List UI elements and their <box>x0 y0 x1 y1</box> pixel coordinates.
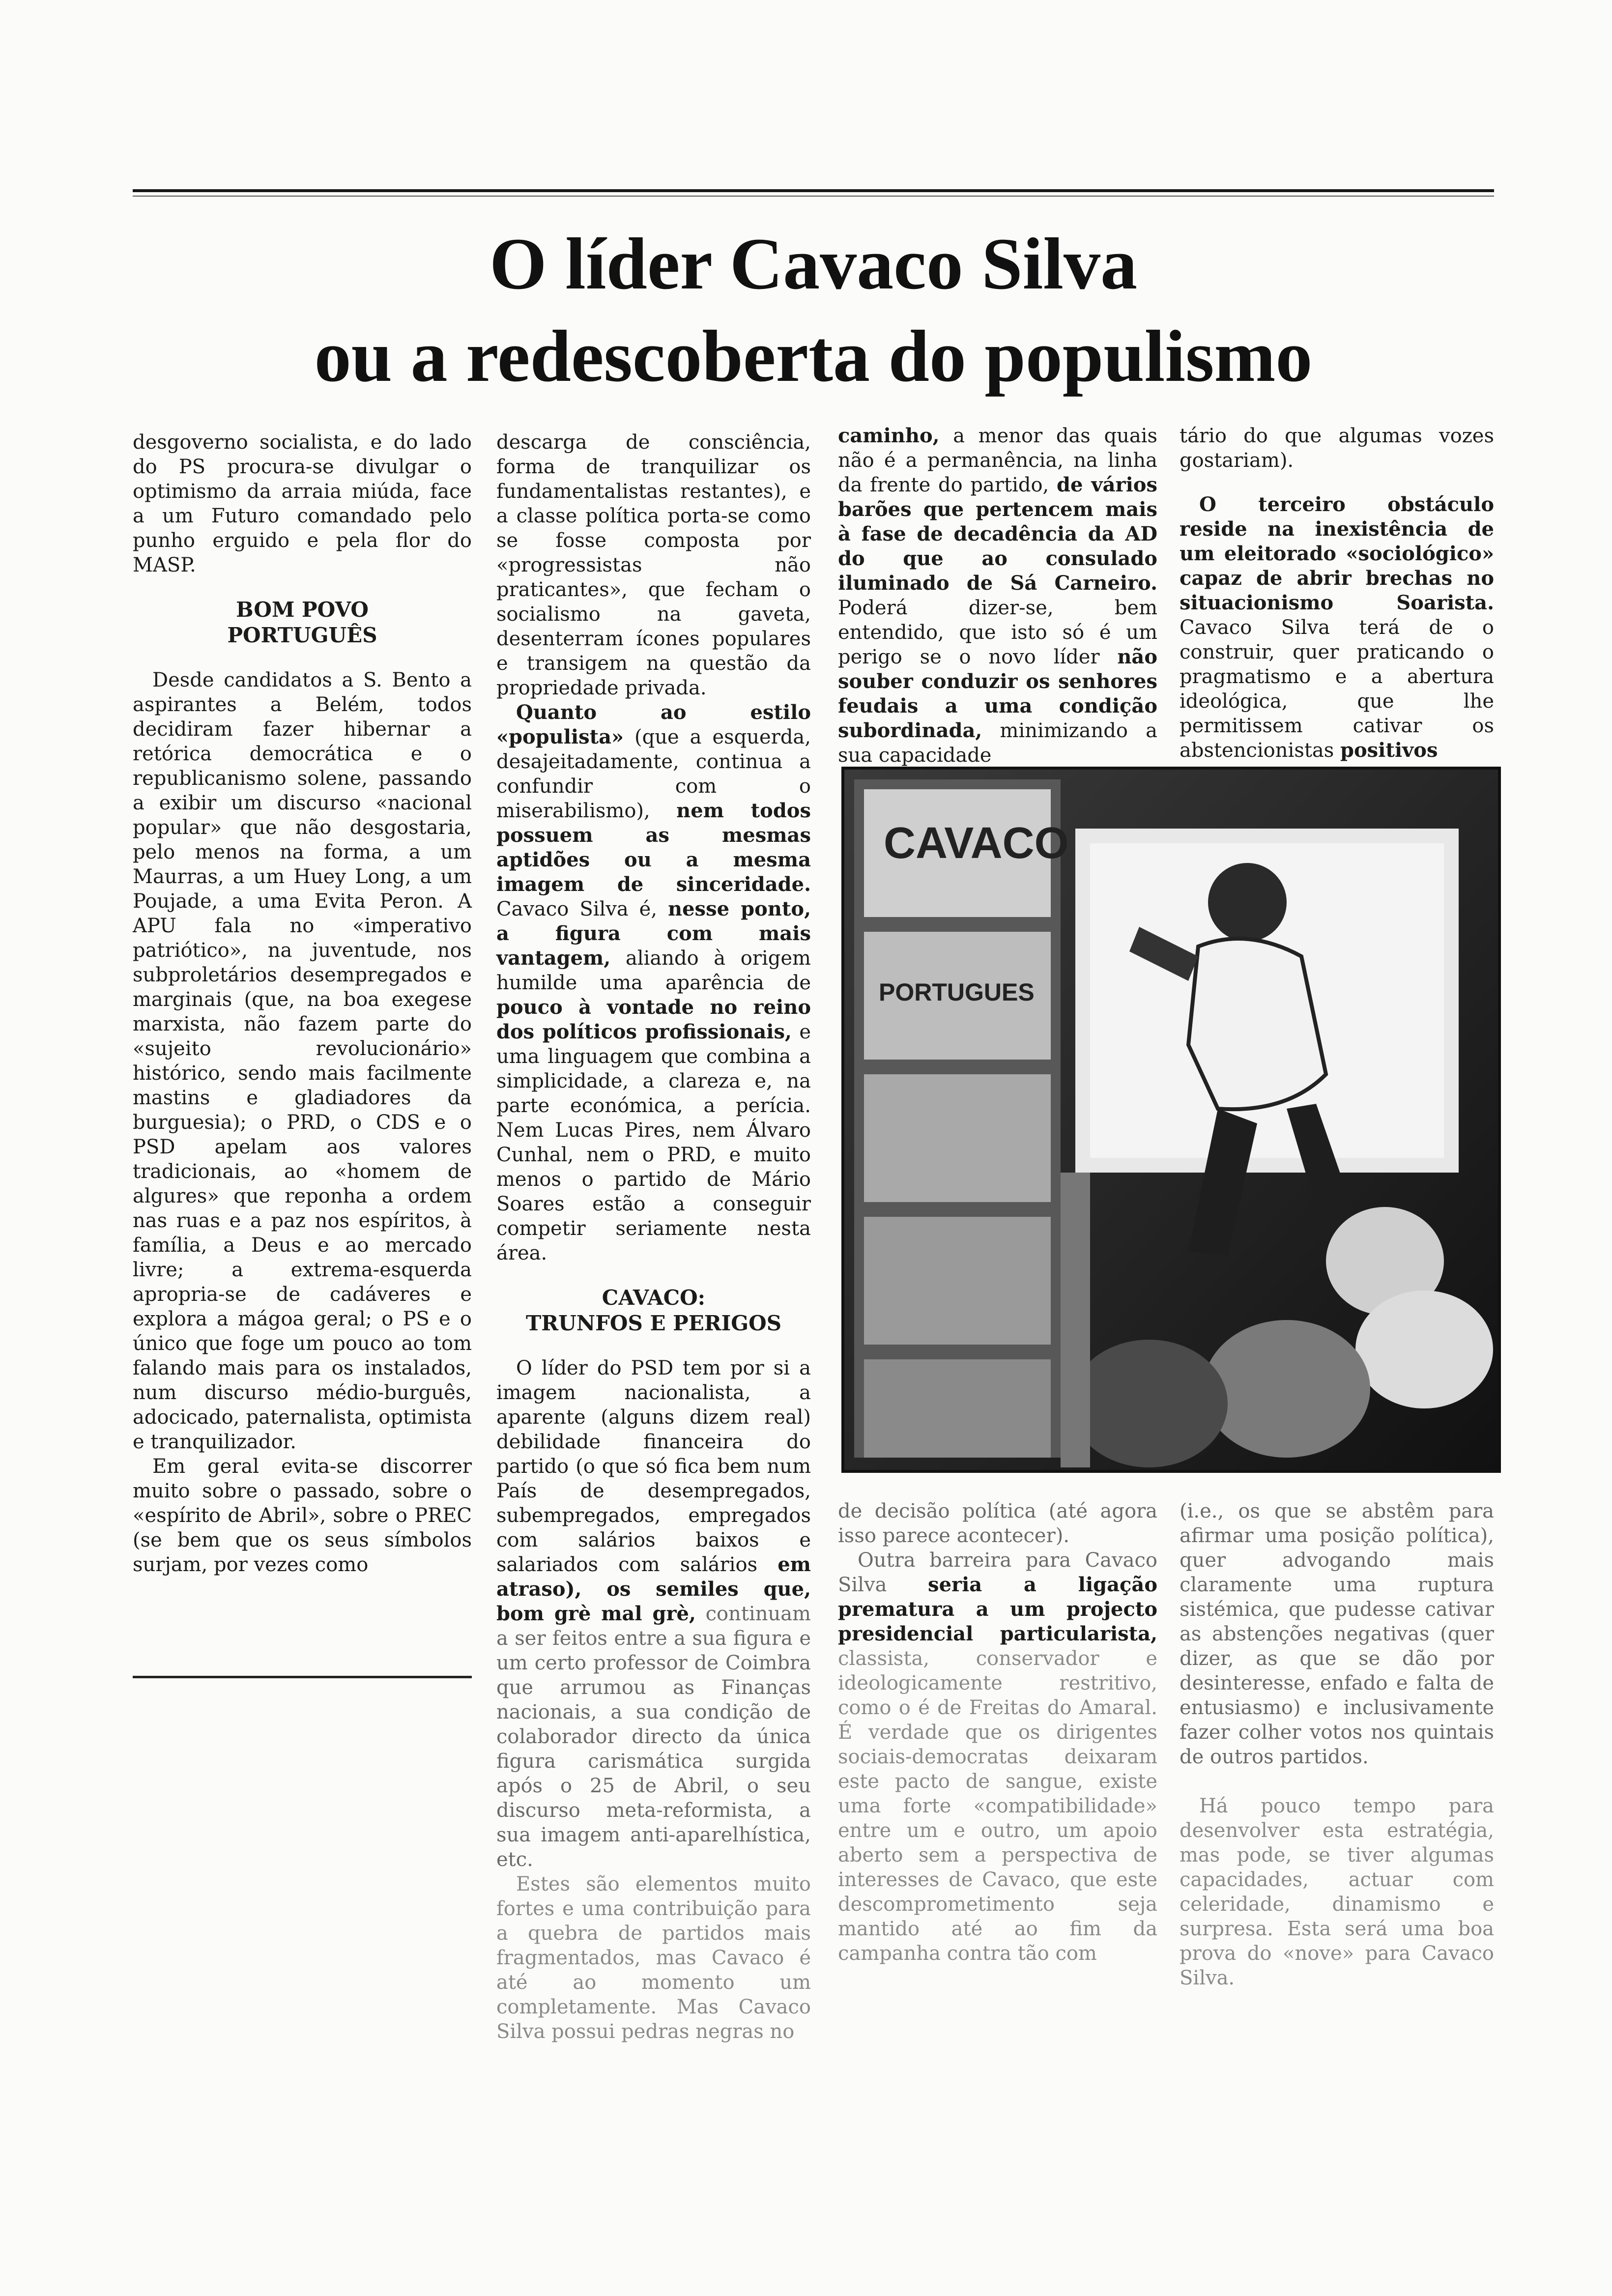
col3-p3-text-b: classista, conservador e ideologicamente restritivo, como o é de Freitas do Amaral. É verdade que os dirigentes sociais-democratas deixaram este pacto de sangue, existe uma forte «compatibilidade» entre um e outro, um apoio aberto sem a perspectiva de interesses de Cavaco, que este descomprometimento seja mantido até ao fim da campanha contra tão com <box>838 1647 1157 1965</box>
col3-p1-text-b: Poderá dizer-se, bem entendido, que isto só é um perigo se o novo líder <box>838 597 1157 668</box>
col3-p1-text-c: minimizando a sua capacidade <box>838 719 1157 767</box>
article-column-4 <box>1180 424 1494 763</box>
col1-paragraph-1: desgoverno socialista, e do lado do PS procura-se divulgar o optimismo da arraia miúda, face a um Futuro comandado pelo punho erguido e pela flor do MASP. <box>133 431 472 576</box>
subhead-bom-povo <box>133 597 472 648</box>
subhead-line-2: PORTUGUÊS <box>227 623 377 647</box>
col2-p2-text-c: aliando à origem humilde uma aparência de <box>496 947 811 994</box>
col2-paragraph-2 <box>496 700 811 1265</box>
col3-p3-bold: seria a ligação prematura a um projecto presidencial particularista, <box>838 1573 1157 1645</box>
col3-p3-text-a: Outra barreira para Cavaco Silva <box>838 1549 1157 1596</box>
col2-paragraph-1: descarga de consciência, forma de tranquilizar os fundamentalistas restantes), e a classe política porta-se como se fosse composta por «progressistas não praticantes», que fecham o socialismo na gaveta, desenterram ícones populares e transigem na questão da propriedade privada. <box>496 431 811 699</box>
article-column-3-continued <box>838 1499 1157 1966</box>
col2-p2-bold-1: Quanto ao estilo «populista» <box>496 701 811 748</box>
col3-p1-bold-3: não souber conduzir os senhores feudais a uma condição subordinada, <box>838 645 1157 742</box>
col1-paragraph-2: Desde candidatos a S. Bento a aspirantes a Belém, todos decidiram fazer hibernar a retórica democrática e o republicanismo solene, passando a exibir um discurso «nacional popular» que não desgostaria, pelo menos na forma, a um Maurras, a um Huey Long, a um Poujade, a uma Evita Peron. A APU fala no «imperativo patriótico», na juventude, nos subproletários desempregados e marginais (que, na boa exegese marxista, não fazem parte do «sujeito revolucionário» histórico, sendo mais facilmente mastins e gladiadores da burguesia); o PRD, o CDS e o PSD apelam aos valores tradicionais, ao «homem de algures» que reponha a ordem nas ruas e a paz nos espíritos, à família, a Deus e ao mercado livre; a extrema-esquerda apropria-se de cadáveres e explora a mágoa geral; o PS e o único que foge um pouco ao tom falando mais para os instalados, num discurso médio-burguês, adocicado, paternalista, optimista e tranquilizador. <box>133 669 472 1453</box>
col2-p2-text-b: Cavaco Silva é, <box>496 898 668 920</box>
subhead-cavaco <box>496 1285 811 1336</box>
col2-paragraph-4: Estes são elementos muito fortes e uma contribuição para a quebra de partidos mais fragmentados, mas Cavaco é até ao momento um completamente. Mas Cavaco Silva possui pedras negras no <box>496 1873 811 2043</box>
col4-p2-text-a: Cavaco Silva terá de o construir, quer praticando o pragmatismo e a abertura ideológica, que lhe permitissem cativar os abstencionistas <box>1180 616 1494 762</box>
col3-paragraph-3 <box>838 1548 1157 1966</box>
subhead-line-1: BOM POVO <box>236 598 369 622</box>
col2-p2-text-a: (que a esquerda, desajeitadamente, continua a confundir com o miserabilismo), <box>496 726 811 822</box>
col3-p1-bold-2: de vários barões que pertencem mais à fase de decadência da AD do que ao consulado iluminado de Sá Carneiro. <box>838 473 1157 595</box>
col2-paragraph-3 <box>496 1356 811 1872</box>
col4-paragraph-4: Há pouco tempo para desenvolver esta estratégia, mas pode, se tiver algumas capacidades, actuar com celeridade, dinamismo e surpresa. Esta será uma boa prova do «nove» para Cavaco Silva. <box>1180 1795 1494 1989</box>
col4-paragraph-3: (i.e., os que se abstêm para afirmar uma posição política), quer advogando mais claramente uma ruptura sistémica, que pudesse cativar as abstenções negativas (quer dizer, as que se dão por desinteresse, enfado e falta de entusiasmo) e inclusivamente fazer colher votos nos quintais de outros partidos. <box>1180 1500 1494 1768</box>
col2-p2-text-d: e uma linguagem que combina a simplicidade, a clareza e, na parte económica, a perícia. Nem Lucas Pires, nem Álvaro Cunhal, nem o PRD, e muito menos o partido de Mário Soares estão a conseguir competir seriamente nesta área. <box>496 1021 811 1264</box>
top-rule-thin <box>133 196 1494 197</box>
col3-paragraph-2: de decisão política (até agora isso parece acontecer). <box>838 1500 1157 1547</box>
col2-p2-bold-2: nem todos possuem as mesmas aptidões ou a mesma imagem de sinceridade. <box>496 799 811 896</box>
col2-p3-bold: em atraso), os semiles que, bom grè mal grè, <box>496 1553 811 1625</box>
poster-text-1: CAVACO <box>884 819 1069 868</box>
photo-campaign-poster-icon <box>844 770 1498 1470</box>
subhead-line-2: TRUNFOS E PERIGOS <box>525 1311 782 1335</box>
col2-p3-text-a: O líder do PSD tem por si a imagem nacionalista, a aparente (alguns dizem real) debilidade financeira do partido (o que só fica bem num País de desempregados, subempregados, empregados com salários baixos e salariados com salários <box>496 1357 811 1576</box>
col2-p2-bold-4: pouco à vontade no reino dos políticos profissionais, <box>496 996 811 1043</box>
article-column-3 <box>838 424 1157 768</box>
col4-paragraph-1: tário do que algumas vozes gostariam). <box>1180 425 1494 472</box>
col4-p2-bold-2: positivos <box>1340 739 1438 762</box>
campaign-photo <box>841 767 1501 1473</box>
col1-paragraph-3: Em geral evita-se discorrer muito sobre o passado, sobre o «espírito de Abril», sobre o PREC (se bem que os seus símbolos surjam, por vezes como <box>133 1455 472 1576</box>
article-column-2 <box>496 430 811 2044</box>
col3-p1-bold-1: caminho, <box>838 424 940 447</box>
col3-paragraph-1 <box>838 424 1157 768</box>
col4-paragraph-2 <box>1180 492 1494 763</box>
poster-text-2: PORTUGUES <box>879 978 1035 1006</box>
col4-p2-bold-1: O terceiro obstáculo reside na inexistência de um eleitorado «sociológico» capaz de abrir brechas no situacionismo Soarista. <box>1180 493 1494 614</box>
headline-line-2: ou a redescoberta do populismo <box>314 316 1313 397</box>
col2-p3-text-b: continuam a ser feitos entre a sua figura e um certo professor de Coimbra que arrumou as Finanças nacionais, a sua condição de colaborador directo da única figura carismática surgida após o 25 de Abril, o seu discurso meta-reformista, a sua imagem anti-aparelhística, etc. <box>496 1603 811 1871</box>
top-rule <box>133 189 1494 192</box>
column-end-rule <box>133 1676 472 1678</box>
col3-p1-text-a: a menor das quais não é a permanência, na linha da frente do partido, <box>838 425 1157 496</box>
col2-p2-bold-3: nesse ponto, a figura com mais vantagem, <box>496 897 811 970</box>
subhead-line-1: CAVACO: <box>602 1286 706 1310</box>
headline-line-1: O líder Cavaco Silva <box>489 223 1138 305</box>
article-column-4-continued <box>1180 1499 1494 1990</box>
article-column-1 <box>133 430 472 1577</box>
